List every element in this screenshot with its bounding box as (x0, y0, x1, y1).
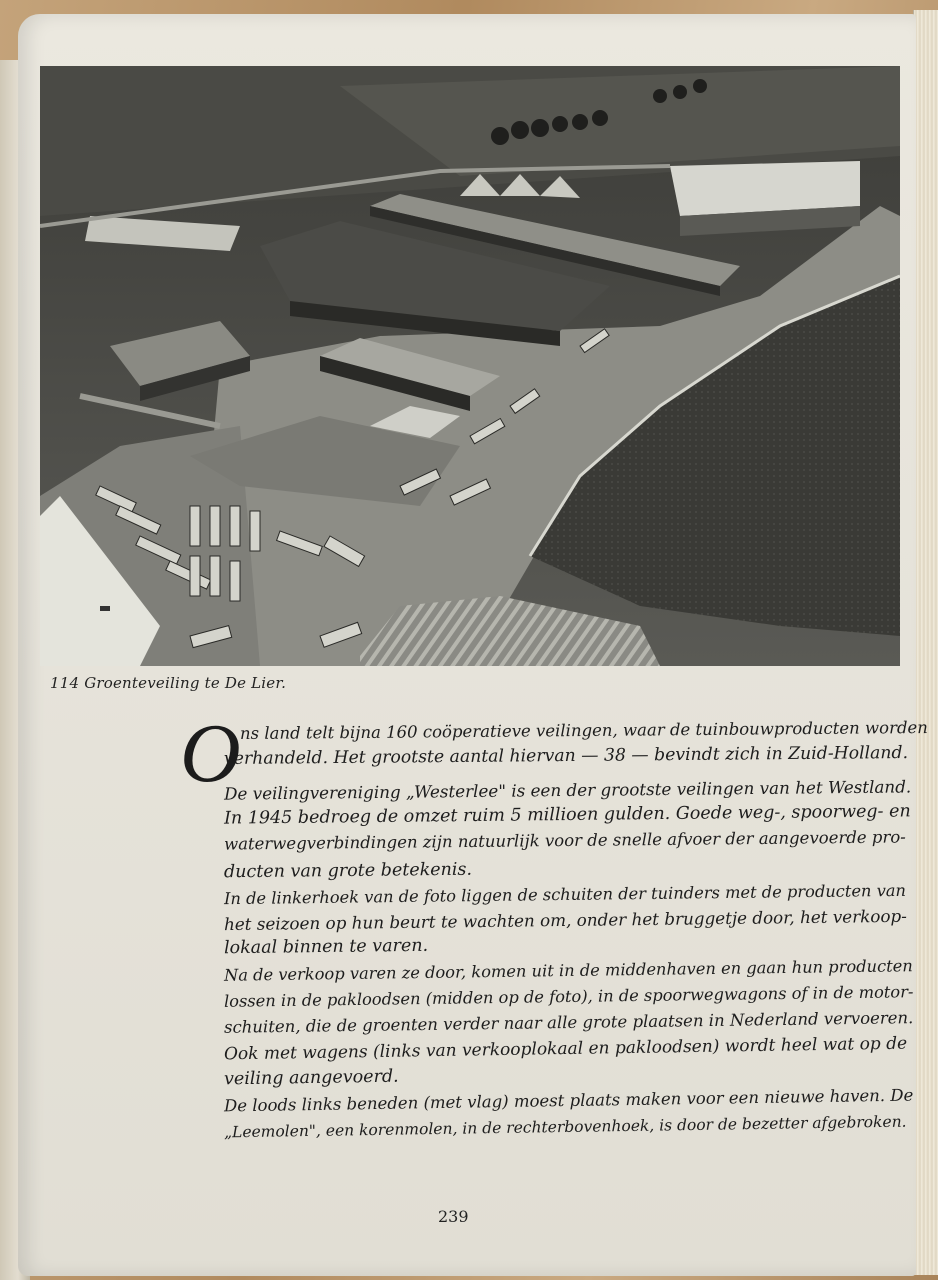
drop-cap: O (180, 707, 241, 800)
text-line: veiling aangevoerd. (223, 1066, 399, 1090)
text-line: De veilingvereniging „Westerlee" is een der grootste veilingen van het Westland. (223, 776, 912, 804)
text-line: verhandeld. Het grootste aantal hiervan — 38 — bevindt zich in Zuid-Holland. (223, 743, 909, 769)
page-number: 239 (438, 1207, 469, 1226)
text-line: lokaal binnen te varen. (223, 935, 429, 959)
text-line: het seizoen op hun beurt te wachten om, onder het bruggetje door, het verkoop- (223, 905, 907, 935)
text-line: In 1945 bedroeg de omzet ruim 5 millioen gulden. Goede weg-, spoorweg- en (223, 801, 911, 829)
page-stack-edge (913, 10, 938, 1275)
text-line: De loods links beneden (met vlag) moest plaats maken voor een nieuwe haven. De (223, 1085, 914, 1116)
text-line: waterwegverbindingen zijn natuurlijk voor de snelle afvoer der aangevoerde pro- (223, 827, 906, 854)
text-line: „Leemolen", een korenmolen, in de rechterbovenhoek, is door de bezetter afgebroken. (223, 1112, 907, 1142)
text-line: Ook met wagens (links van verkooplokaal en pakloodsen) wordt heel wat op de (223, 1033, 908, 1065)
photo-caption: 114 Groenteveiling te De Lier. (50, 674, 287, 692)
text-line: In de linkerhoek van de foto liggen de schuiten der tuinders met de producten van (223, 880, 907, 909)
text-line: ducten van grote betekenis. (223, 859, 473, 883)
aerial-photo (40, 66, 900, 666)
text-line: ns land telt bijna 160 coöperatieve veilingen, waar de tuinbouwproducten worden (239, 717, 928, 744)
text-line: lossen in de pakloodsen (midden op de foto), in de spoorwegwagons of in de motor- (223, 982, 914, 1011)
text-line: Na de verkoop varen ze door, komen uit in de middenhaven en gaan hun producten (223, 956, 913, 985)
book-page (18, 14, 928, 1276)
text-line: schuiten, die de groenten verder naar alle grote plaatsen in Nederland vervoeren. (223, 1008, 914, 1037)
